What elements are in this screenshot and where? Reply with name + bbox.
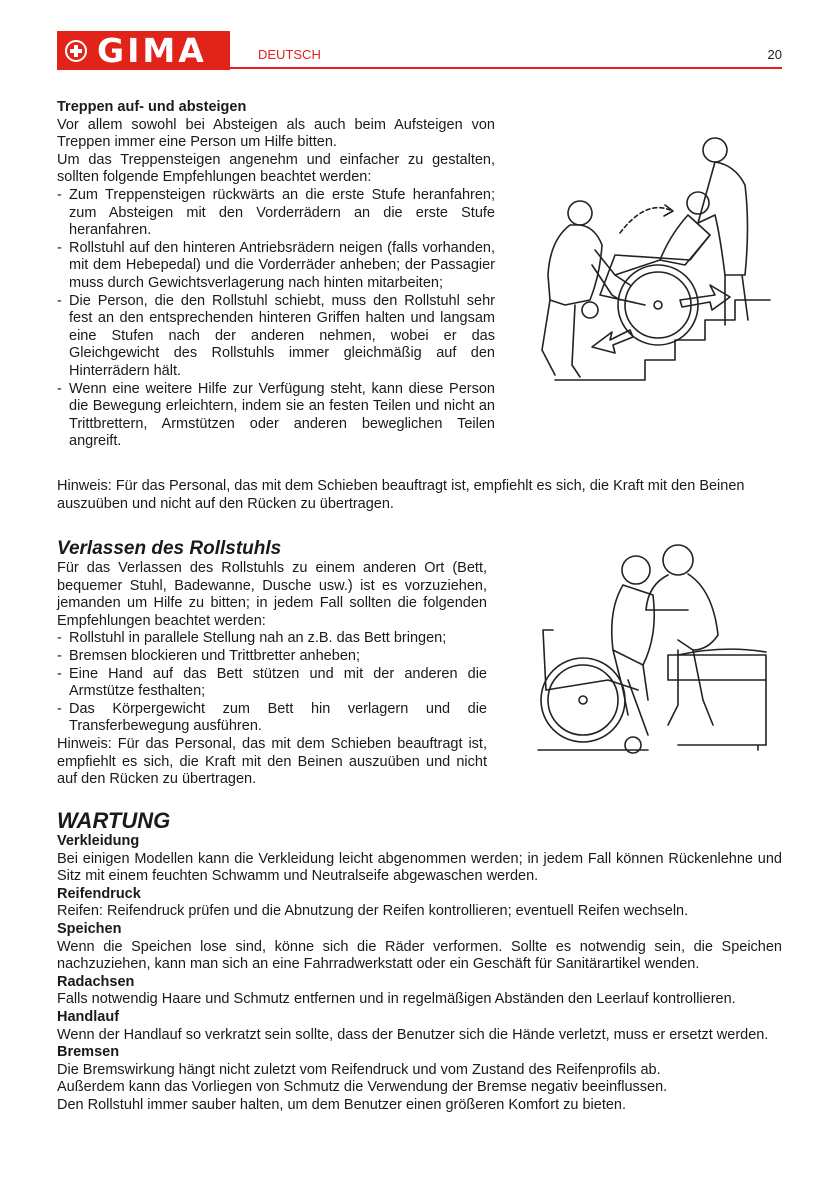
transfer-intro: Für das Verlassen des Rollstuhls zu einem anderen Ort (Bett, bequemer Stuhl, Badewanne, Dusche usw.) ist es vorzuziehen, jemanden um Hilfe zu bitten; in jedem Fall sollten die folgenden Empfehlungen beachtet werden: [57, 560, 487, 629]
list-item: - Eine Hand auf das Bett stützen und mit der anderen die Armstütze festhalten; [57, 666, 487, 701]
maintenance-section [57, 809, 782, 1115]
section-heading: Handlauf [57, 1008, 120, 1025]
header-rule [230, 67, 782, 69]
list-item: - Zum Treppensteigen rückwärts an die erste Stufe heranfahren; zum Absteigen mit den Vorderrädern an die erste Stufe heranfahren. [57, 187, 495, 240]
section-heading: Reifendruck [57, 885, 141, 902]
section-heading: Speichen [57, 920, 122, 937]
gima-logo [57, 31, 230, 70]
language-label: DEUTSCH [258, 47, 321, 62]
maintenance-title: WARTUNG [57, 808, 171, 833]
section-text: Reifen: Reifendruck prüfen und die Abnutzung der Reifen kontrollieren; eventuell Reifen wechseln. [57, 903, 689, 920]
stairs-section [57, 99, 495, 451]
logo-text: GIMA [97, 31, 207, 70]
section-text: Den Rollstuhl immer sauber halten, um dem Benutzer einen größeren Komfort zu bieten. [57, 1096, 627, 1113]
section-text: Bei einigen Modellen kann die Verkleidung leicht abgenommen werden; in jedem Fall können Rückenlehne und Sitz mit einem feuchten Schwamm und Neutralseife abgewaschen werden. [57, 850, 782, 885]
stairs-list [57, 187, 495, 451]
transfer-note: Hinweis: Für das Personal, das mit dem Schieben beauftragt ist, empfiehlt es sich, die Kraft mit den Beinen auszuüben und nicht auf den Rücken zu übertragen. [57, 735, 487, 788]
section-heading: Bremsen [57, 1044, 120, 1061]
bed-transfer-illustration [528, 540, 776, 755]
section-text: Die Bremswirkung hängt nicht zuletzt vom Reifendruck und vom Zustand des Reifenprofils ab. [57, 1061, 661, 1078]
section-heading: Radachsen [57, 973, 135, 990]
list-item: - Das Körpergewicht zum Bett hin verlagern und die Transferbewegung ausführen. [57, 701, 487, 736]
page-number: 20 [767, 47, 782, 62]
list-item: - Wenn eine weitere Hilfe zur Verfügung steht, kann diese Person die Bewegung erleichtern, indem sie an festen Teilen und nicht an Trittbrettern, Armstützen oder anderen beweglichen Teilen angreift. [57, 381, 495, 451]
section-text: Außerdem kann das Vorliegen von Schmutz die Verwendung der Bremse negativ beeinflussen. [57, 1079, 668, 1096]
transfer-section [57, 538, 487, 789]
transfer-title: Verlassen des Rollstuhls [57, 538, 282, 559]
transfer-list [57, 630, 487, 736]
page-header [0, 0, 839, 72]
stairs-note-block [57, 478, 782, 513]
cross-emblem-icon [65, 40, 87, 62]
stairs-wheelchair-illustration [520, 125, 780, 385]
list-item: - Die Person, die den Rollstuhl schiebt, muss den Rollstuhl sehr fest an den entsprechenden hinteren Griffen halten und langsam eine Stufen nach der anderen nehmen, wobei er das Gleichgewicht des Rollstuhls immer gleichmäßig auf den Hinterrädern hält. [57, 293, 495, 381]
section-text: Wenn die Speichen lose sind, könne sich die Räder verformen. Sollte es notwendig sein, die Speichen nachzuziehen, kann man sich an eine Fahrradwerkstatt oder ein Geschäft für Sanitärartikel wenden. [57, 938, 782, 973]
stairs-title: Treppen auf- und absteigen [57, 99, 247, 115]
section-text: Wenn der Handlauf so verkratzt sein sollte, dass der Benutzer sich die Hände verletzt, muss er ersetzt werden. [57, 1026, 769, 1043]
section-heading: Verkleidung [57, 833, 140, 849]
list-item: - Rollstuhl auf den hinteren Antriebsrädern neigen (falls vorhanden, mit dem Hebepedal) und die Vorderräder anheben; der Passagier muss durch Gewichtsverlagerung nach hinten mitarbeiten; [57, 240, 495, 293]
list-item: - Bremsen blockieren und Trittbretter anheben; [57, 648, 487, 666]
stairs-note: Hinweis: Für das Personal, das mit dem Schieben beauftragt ist, empfiehlt es sich, die Kraft mit den Beinen auszuüben und nicht auf den Rücken zu übertragen. [57, 478, 745, 512]
stairs-intro-2: Um das Treppensteigen angenehm und einfacher zu gestalten, sollten folgende Empfehlungen beachtet werden: [57, 151, 495, 186]
stairs-intro-1: Vor allem sowohl bei Absteigen als auch beim Aufsteigen von Treppen immer eine Person um Hilfe bitten. [57, 116, 495, 151]
list-item: - Rollstuhl in parallele Stellung nah an z.B. das Bett bringen; [57, 630, 487, 648]
section-text: Falls notwendig Haare und Schmutz entfernen und in regelmäßigen Abständen den Leerlauf kontrollieren. [57, 991, 736, 1008]
